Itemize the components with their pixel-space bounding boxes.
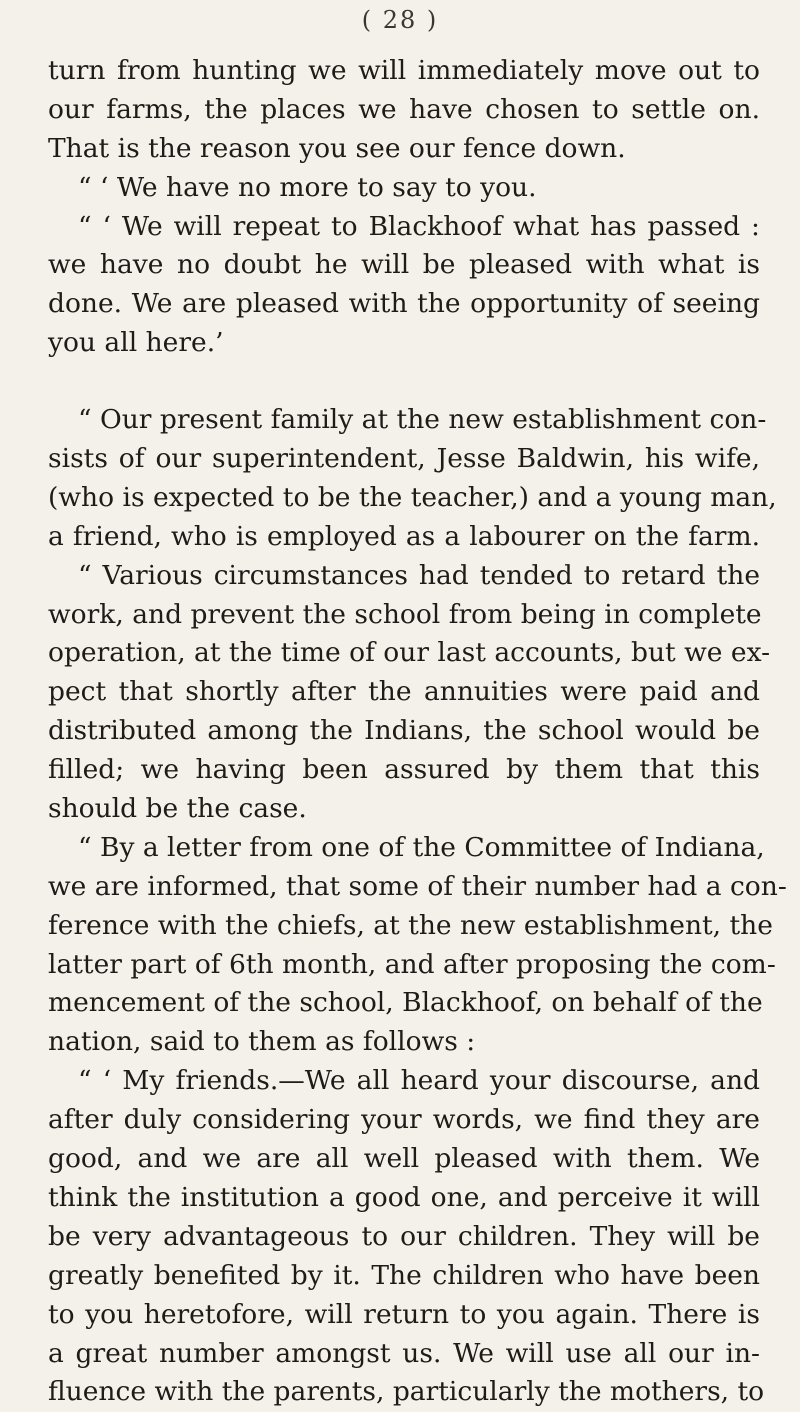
text-line: distributed among the Indians, the school would be: [48, 715, 760, 747]
text-line: done. We are pleased with the opportunity of seeing: [48, 288, 760, 320]
text-line: sists of our superintendent, Jesse Baldwin, his wife,: [48, 443, 760, 475]
text-line: greatly benefited by it. The children who have been: [48, 1259, 760, 1291]
text-line: (who is expected to be the teacher,) and a young man,: [48, 481, 777, 513]
text-line: That is the reason you see our fence down.: [48, 132, 626, 164]
text-line: pect that shortly after the annuities were paid and: [48, 676, 760, 708]
text-line: fluence with the parents, particularly the mothers, to: [48, 1376, 765, 1408]
text-line: “ ‘ My friends.—We all heard your discourse, and: [78, 1065, 760, 1097]
text-line: you all here.’: [48, 327, 224, 359]
text-line: after duly considering your words, we find they are: [48, 1104, 760, 1136]
text-line: operation, at the time of our last accounts, but we ex-: [48, 637, 771, 669]
paragraph-gap: [48, 363, 760, 401]
text-line: nation, said to them as follows :: [48, 1026, 476, 1058]
text-line: filled; we having been assured by them that this: [48, 754, 760, 786]
text-line: a friend, who is employed as a labourer on the farm.: [48, 520, 760, 552]
text-line: our farms, the places we have chosen to settle on.: [48, 93, 760, 125]
text-line: “ Various circumstances had tended to retard the: [78, 559, 760, 591]
text-line: “ ‘ We have no more to say to you.: [78, 171, 537, 203]
text-line: “ By a letter from one of the Committee of Indiana,: [78, 831, 765, 863]
page-number: ( 28 ): [361, 6, 439, 34]
text-line: to you heretofore, will return to you again. There is: [48, 1298, 760, 1330]
text-line: think the institution a good one, and perceive it will: [48, 1181, 760, 1213]
text-line: “ ‘ We will repeat to Blackhoof what has passed :: [78, 210, 760, 242]
text-line: ference with the chiefs, at the new establishment, the: [48, 909, 773, 941]
text-line: work, and prevent the school from being in complete: [48, 598, 762, 630]
text-line: mencement of the school, Blackhoof, on behalf of the: [48, 987, 763, 1019]
text-line: latter part of 6th month, and after proposing the com-: [48, 948, 776, 980]
text-line: we have no doubt he will be pleased with what is: [48, 249, 760, 281]
body-text: [48, 52, 787, 1412]
text-line: turn from hunting we will immediately move out to: [48, 55, 760, 86]
text-line: we are informed, that some of their number had a con-: [48, 870, 787, 902]
text-line: “ Our present family at the new establishment con-: [78, 404, 767, 436]
text-line: a great number amongst us. We will use all our in-: [48, 1337, 760, 1369]
text-line: good, and we are all well pleased with them. We: [48, 1143, 760, 1175]
text-line: should be the case.: [48, 793, 307, 825]
text-line: be very advantageous to our children. They will be: [48, 1220, 760, 1252]
